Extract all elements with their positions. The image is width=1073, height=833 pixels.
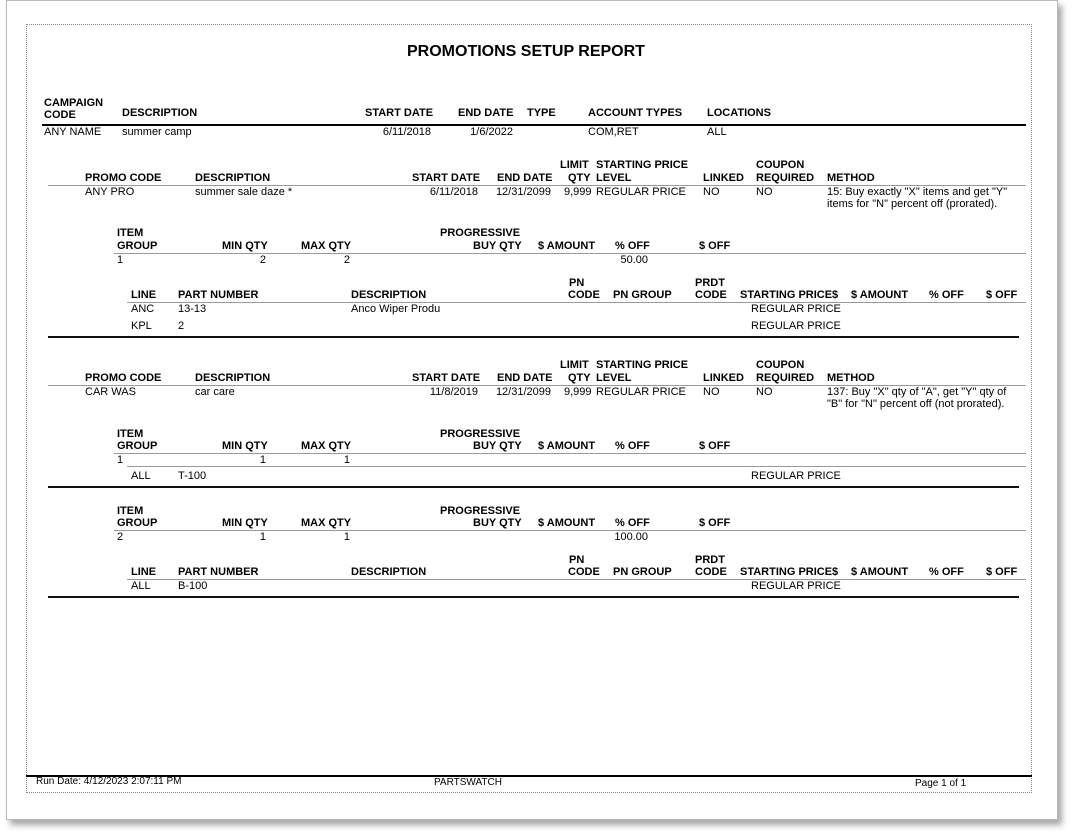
promo1-line-amount-header: $ AMOUNT [851, 289, 909, 301]
promo1-line-header: LINE [131, 289, 157, 301]
promo1-code-header: PROMO CODE [85, 172, 162, 184]
promo1-line-dollar-off-header: $ OFF [986, 289, 1018, 301]
promo2-g2-item-group: 2 [117, 531, 124, 543]
campaign-code-header-1: CAMPAIGN [44, 97, 104, 109]
promo1-qty-header: QTY [568, 172, 591, 184]
promo2-g2-prdt-code-header: CODE [695, 566, 727, 578]
promo2-g2-min-qty: 1 [259, 531, 266, 543]
promo1-start-date-header: START DATE [412, 172, 481, 184]
promo1-max-qty-header: MAX QTY [301, 240, 352, 252]
promo2-method-line1: 137: Buy "X" qty of "A", get "Y" qty of [827, 386, 1007, 398]
promo1-line1-description: Anco Wiper Produ [351, 303, 441, 315]
promo1-line-pct-off-header: % OFF [929, 289, 964, 301]
promo2-g1-line-rule [127, 466, 1026, 467]
campaign-code: ANY NAME [44, 126, 102, 138]
promo2-start-date: 11/8/2019 [429, 386, 478, 398]
promo2-g2-pn-code-header: CODE [568, 566, 600, 578]
promo2-end-rule [48, 596, 1019, 598]
promo2-g1-starting-price: REGULAR PRICE [751, 470, 841, 482]
promo2-g2-line: ALL [131, 580, 151, 592]
promo1-line2-line: KPL [131, 320, 152, 332]
promo2-g1-max-qty: 1 [343, 454, 350, 466]
promo2-g1-item-header: ITEM [117, 428, 144, 440]
promo2-g1-group-header: GROUP [117, 440, 158, 452]
promo2-g2-item-header: ITEM [117, 505, 144, 517]
promo1-line1-starting-price: REGULAR PRICE [751, 303, 841, 315]
promo2-g2-line-starting-price-header: STARTING PRICE [740, 566, 833, 578]
promo1-price-level: REGULAR PRICE [596, 186, 686, 198]
promo2-g1-item-group: 1 [117, 454, 124, 466]
promo2-g1-pct-off-header: % OFF [615, 440, 650, 452]
promo2-coupon-header: COUPON [756, 359, 805, 371]
promo2-g2-pct-off: 100.00 [614, 531, 648, 543]
promo1-required-header: REQUIRED [756, 172, 815, 184]
promo1-limit-qty: 9,999 [564, 186, 592, 198]
promo2-g2-prdt-header: PRDT [695, 554, 725, 566]
footer-company: PARTSWATCH [434, 777, 502, 788]
promo2-g2-dollar-off-header: $ OFF [699, 517, 731, 529]
promo2-start-date-header: START DATE [412, 372, 481, 384]
promo1-item-group: 1 [117, 254, 124, 266]
promo2-g2-amount-header: $ AMOUNT [538, 517, 596, 529]
campaign-account-types: COM,RET [588, 126, 639, 138]
campaign-start-date: 6/11/2018 [382, 126, 431, 138]
campaign-description: summer camp [122, 126, 192, 138]
promo2-g2-buy-qty-header: BUY QTY [473, 517, 522, 529]
promo2-g2-starting-price: REGULAR PRICE [751, 580, 841, 592]
promo1-line-starting-price-header: STARTING PRICE [740, 289, 833, 301]
campaign-locations: ALL [707, 126, 727, 138]
promo2-method-line2: "B" for "N" percent off (not prorated). [827, 398, 1005, 410]
promo1-end-rule [48, 336, 1019, 338]
promo1-max-qty: 2 [343, 254, 350, 266]
promo2-g2-line-dollar-off-header: $ OFF [986, 566, 1018, 578]
promo2-g2-line-header: LINE [131, 566, 157, 578]
footer-page-number: Page 1 of 1 [915, 778, 967, 789]
promo2-required-header: REQUIRED [756, 372, 815, 384]
promo1-line2-part-number: 2 [178, 320, 185, 332]
campaign-type-header: TYPE [527, 107, 556, 119]
promo1-item-header: ITEM [117, 227, 144, 239]
promo2-g2-max-qty-header: MAX QTY [301, 517, 352, 529]
promo2-g2-line-dollar-header: $ [832, 566, 839, 578]
promo2-g2-pn-header: PN [569, 554, 585, 566]
promo1-amount-header: $ AMOUNT [538, 240, 596, 252]
promo2-method-header: METHOD [827, 372, 875, 384]
promo1-prdt-header: PRDT [695, 277, 725, 289]
promo2-g2-line-pct-off-header: % OFF [929, 566, 964, 578]
promo2-g2-max-qty: 1 [343, 531, 350, 543]
promo1-level-header: LEVEL [596, 172, 632, 184]
promo2-limit-header: LIMIT [560, 359, 589, 371]
promo1-method-header: METHOD [827, 172, 875, 184]
promo1-description: summer sale daze * [195, 186, 293, 198]
promo1-limit-header: LIMIT [560, 159, 589, 171]
promo2-description-header: DESCRIPTION [195, 372, 271, 384]
promo2-price-level: REGULAR PRICE [596, 386, 686, 398]
promo2-g2-line-amount-header: $ AMOUNT [851, 566, 909, 578]
promo2-linked: NO [703, 386, 720, 398]
promo1-linked-header: LINKED [703, 172, 744, 184]
promo1-linked: NO [703, 186, 720, 198]
promo1-coupon-header: COUPON [756, 159, 805, 171]
promo1-line1-part-number: 13-13 [178, 303, 207, 315]
promo2-limit-qty: 9,999 [564, 386, 592, 398]
promo1-line1-line: ANC [131, 303, 155, 315]
campaign-account-types-header: ACCOUNT TYPES [588, 107, 683, 119]
promo1-line-description-header: DESCRIPTION [351, 289, 427, 301]
promo2-g1-end-rule [48, 486, 1019, 488]
promo1-start-date: 6/11/2018 [429, 186, 478, 198]
promo1-buy-qty-header: BUY QTY [473, 240, 522, 252]
promo2-g1-min-qty: 1 [259, 454, 266, 466]
promo2-description: car care [195, 386, 235, 398]
promo2-g2-part-number: B-100 [178, 580, 208, 592]
promo2-g1-amount-header: $ AMOUNT [538, 440, 596, 452]
promo2-code: CAR WAS [85, 386, 136, 398]
promo1-line2-starting-price: REGULAR PRICE [751, 320, 841, 332]
campaign-end-date-header: END DATE [458, 107, 514, 119]
promo2-g2-group-header: GROUP [117, 517, 158, 529]
promo1-line-rule [127, 302, 1026, 303]
promo2-starting-price-header: STARTING PRICE [596, 359, 689, 371]
promo1-pn-group-header: PN GROUP [613, 289, 672, 301]
campaign-end-date: 1/6/2022 [470, 126, 513, 138]
promo1-description-header: DESCRIPTION [195, 172, 271, 184]
promo2-qty-header: QTY [568, 372, 591, 384]
footer-run-date: Run Date: 4/12/2023 2:07:11 PM [36, 776, 182, 787]
promo1-starting-price-header: STARTING PRICE [596, 159, 689, 171]
report-page [6, 0, 1058, 820]
promo2-g2-progressive-header: PROGRESSIVE [440, 505, 521, 517]
campaign-locations-header: LOCATIONS [707, 107, 771, 119]
promo2-g2-part-number-header: PART NUMBER [178, 566, 259, 578]
promo2-linked-header: LINKED [703, 372, 744, 384]
promo2-g1-max-qty-header: MAX QTY [301, 440, 352, 452]
promo2-g2-min-qty-header: MIN QTY [222, 517, 268, 529]
promo2-coupon: NO [756, 386, 773, 398]
campaign-code-header-2: CODE [44, 109, 76, 121]
promo1-method-line1: 15: Buy exactly "X" items and get "Y" [827, 186, 1008, 198]
promo2-g1-progressive-header: PROGRESSIVE [440, 428, 521, 440]
promo1-line-dollar-header: $ [832, 289, 839, 301]
promo1-pn-code-header: CODE [568, 289, 600, 301]
promo1-end-date-header: END DATE [497, 172, 553, 184]
promo2-g2-line-description-header: DESCRIPTION [351, 566, 427, 578]
campaign-description-header: DESCRIPTION [122, 107, 198, 119]
promo1-method-line2: items for "N" percent off (prorated). [827, 198, 998, 210]
promo2-g2-line-rule [127, 579, 1026, 580]
promo1-pn-header: PN [569, 277, 585, 289]
promo2-g1-part-number: T-100 [178, 470, 207, 482]
promo2-g1-min-qty-header: MIN QTY [222, 440, 268, 452]
promo2-g1-dollar-off-header: $ OFF [699, 440, 731, 452]
promo2-g2-pct-off-header: % OFF [615, 517, 650, 529]
promo2-g2-pn-group-header: PN GROUP [613, 566, 672, 578]
report-title: PROMOTIONS SETUP REPORT [407, 43, 645, 60]
promo2-g1-buy-qty-header: BUY QTY [473, 440, 522, 452]
promo1-progressive-header: PROGRESSIVE [440, 227, 521, 239]
promo1-prdt-code-header: CODE [695, 289, 727, 301]
campaign-start-date-header: START DATE [365, 107, 434, 119]
promo2-level-header: LEVEL [596, 372, 632, 384]
promo1-pct-off: 50.00 [620, 254, 648, 266]
promo1-pct-off-header: % OFF [615, 240, 650, 252]
promo2-code-header: PROMO CODE [85, 372, 162, 384]
promo2-end-date: 12/31/2099 [495, 386, 551, 398]
promo1-part-number-header: PART NUMBER [178, 289, 259, 301]
promo1-dollar-off-header: $ OFF [699, 240, 731, 252]
promo1-end-date: 12/31/2099 [495, 186, 551, 198]
promo1-group-header: GROUP [117, 240, 158, 252]
promo1-min-qty: 2 [259, 254, 266, 266]
promo2-g1-line: ALL [131, 470, 151, 482]
promo1-code: ANY PRO [85, 186, 135, 198]
promo1-coupon: NO [756, 186, 773, 198]
promo1-min-qty-header: MIN QTY [222, 240, 268, 252]
promo2-end-date-header: END DATE [497, 372, 553, 384]
